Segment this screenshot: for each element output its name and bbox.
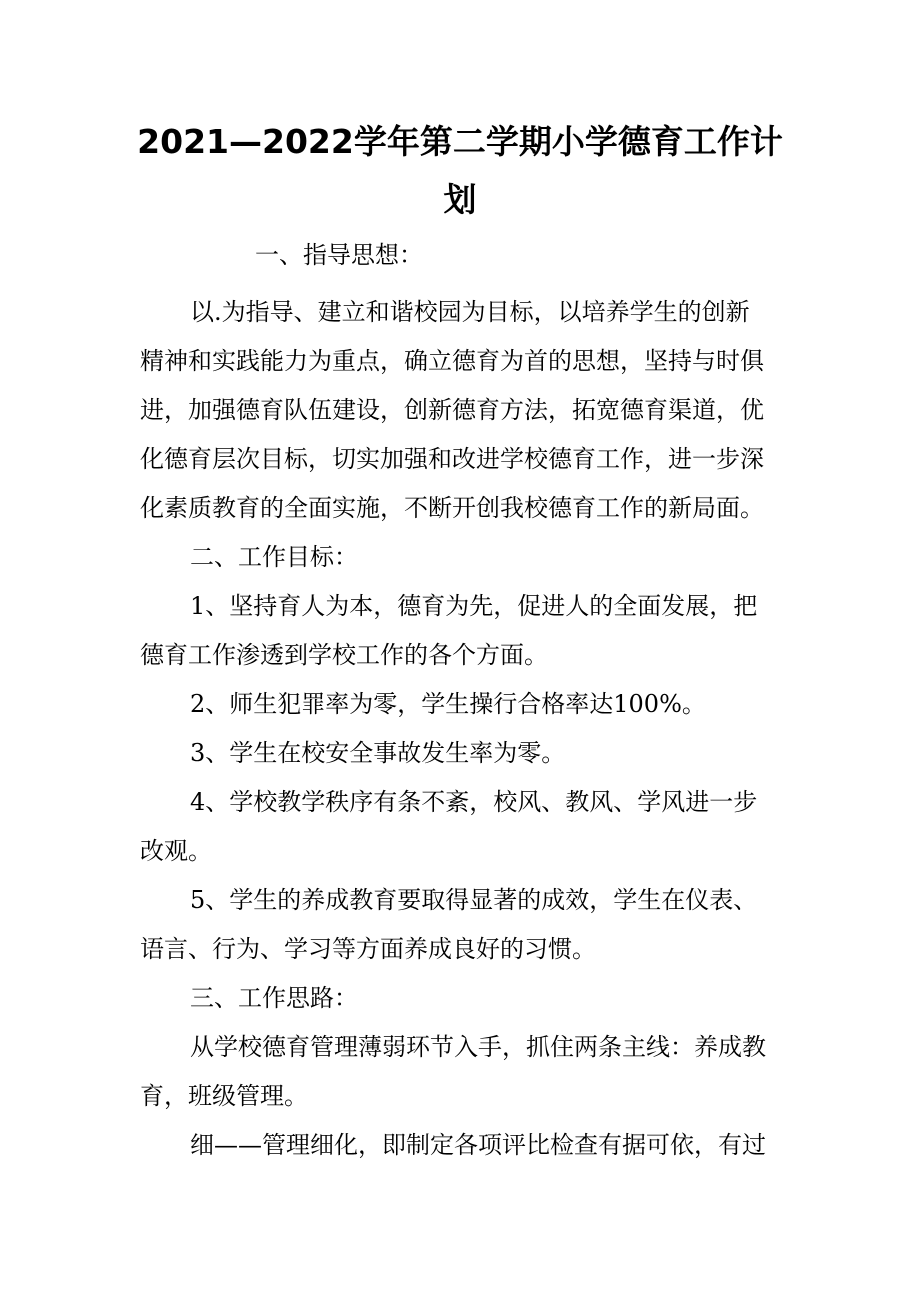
document-title-line-1: 2021—2022学年第二学期小学德育工作计 [137, 122, 783, 161]
list-item: 3、学生在校安全事故发生率为零。 [190, 739, 566, 767]
section-heading-work-approach: 三、工作思路： [190, 984, 358, 1012]
paragraph-line: 化德育层次目标，切实加强和改进学校德育工作，进一步深 [140, 445, 764, 473]
list-item: 4、学校教学秩序有条不紊，校风、教风、学风进一步 [190, 788, 758, 816]
list-item-continuation: 语言、行为、学习等方面养成良好的习惯。 [140, 935, 596, 963]
list-item-continuation: 改观。 [140, 837, 212, 865]
paragraph-line: 育，班级管理。 [140, 1082, 308, 1110]
section-heading-guiding-ideology: 一、指导思想： [255, 241, 423, 269]
list-item-continuation: 德育工作渗透到学校工作的各个方面。 [140, 641, 548, 669]
paragraph-line: 精神和实践能力为重点，确立德育为首的思想，坚持与时俱 [140, 347, 764, 375]
section-heading-work-goals: 二、工作目标： [190, 543, 358, 571]
list-item: 2、师生犯罪率为零，学生操行合格率达100%。 [190, 690, 706, 718]
paragraph-line: 细——管理细化，即制定各项评比检查有据可依，有过 [190, 1131, 766, 1159]
list-item: 5、学生的养成教育要取得显著的成效，学生在仪表、 [190, 886, 758, 914]
paragraph-line: 从学校德育管理薄弱环节入手，抓住两条主线：养成教 [190, 1033, 766, 1061]
paragraph-line: 进，加强德育队伍建设，创新德育方法，拓宽德育渠道，优 [140, 396, 764, 424]
paragraph-line: 以.为指导、建立和谐校园为目标，以培养学生的创新 [190, 298, 750, 326]
paragraph-line: 化素质教育的全面实施，不断开创我校德育工作的新局面。 [140, 494, 764, 522]
document-title-line-2: 划 [443, 180, 477, 219]
list-item: 1、坚持育人为本，德育为先，促进人的全面发展，把 [190, 592, 758, 620]
